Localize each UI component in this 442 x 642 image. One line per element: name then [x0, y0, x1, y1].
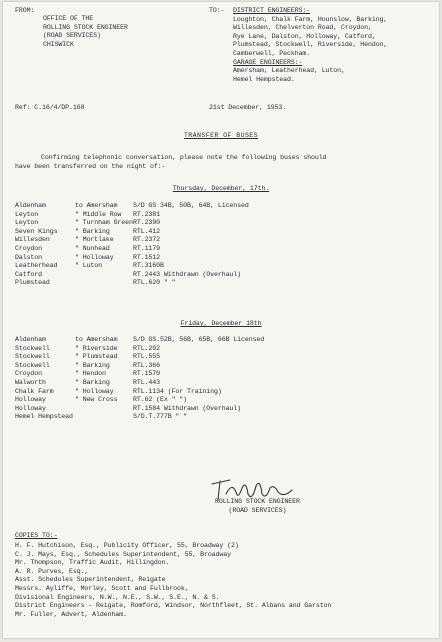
copy-recipient: District Engineers - Reigate, Romford, Windsor, Northfleet, St. Albans and Garston: [15, 602, 332, 610]
table-row: [15, 405, 435, 414]
bus-details: RTL.443: [133, 378, 160, 386]
from-depot: Aldenham: [15, 336, 46, 343]
from-line: (ROAD SERVICES): [43, 32, 101, 40]
to-depot: " New Cross: [75, 396, 118, 404]
copy-recipient: Mr. Thompson, Traffic Audit, Hillingdon.: [15, 559, 170, 567]
garage-engineers-heading: GARAGE ENGINEERS:-: [233, 58, 303, 66]
copy-recipient: Messrs. Ayliffe, Morley, Scott and Fullbrook,: [15, 584, 189, 592]
to-depot: " Barking: [75, 378, 110, 386]
table-row: [15, 353, 435, 362]
district-line: Willesden, Chelverton Road, Croydon,: [233, 24, 372, 32]
signatory-line: ROLLING STOCK ENGINEER: [215, 498, 300, 505]
table-row: [15, 413, 435, 422]
from-depot: Plumstead: [15, 279, 50, 287]
garage-line: Amersham, Leatherhead, Luton,: [233, 67, 345, 75]
section-heading-friday: Friday, December 18th: [180, 320, 262, 327]
to-depot: " Turnham Green: [75, 219, 133, 227]
from-depot: Holloway: [15, 396, 46, 404]
from-depot: Dalston: [15, 253, 42, 261]
table-row: [15, 370, 435, 379]
bus-details: S/D GS 34B, 50B, 64B, Licensed: [133, 202, 249, 209]
to-depot: " Plumstead: [75, 353, 118, 361]
bus-details: S/D GS.52B, 56B, 65B, 66B Licensed: [133, 336, 265, 343]
from-depot: Croydon: [15, 370, 42, 378]
reference: Ref: C.16/4/DP.168: [15, 104, 85, 111]
to-depot: " Barking: [75, 361, 110, 369]
intro-line: Confirming telephonic conversation, please note the following buses should: [41, 154, 327, 161]
table-row: [15, 336, 435, 345]
memo-page: [3, 2, 439, 638]
table-row: [15, 345, 435, 354]
bus-details: RT.2443 Withdrawn (Overhaul): [133, 270, 241, 278]
bus-details: RT.2390: [133, 219, 160, 227]
section-heading-thursday: Thursday, December, 17th.: [172, 185, 270, 192]
copy-recipient: Mr. Fuller, Advert, Aldenham.: [15, 610, 127, 618]
to-depot: " Mortlake: [75, 236, 114, 244]
district-engineers-heading: DISTRICT ENGINEERS:-: [233, 7, 311, 14]
from-depot: Catford: [15, 270, 42, 278]
table-row: [15, 379, 435, 388]
from-line: OFFICE OF THE: [43, 15, 94, 22]
bus-details: RT.3160B: [133, 262, 164, 270]
bus-details: RTL.366: [133, 361, 160, 369]
table-row: [15, 228, 435, 237]
to-lines: [233, 7, 387, 84]
copies-heading: COPIES TO:-: [15, 532, 58, 539]
from-depot: Leatherhead: [15, 262, 58, 270]
copy-recipient: Divisional Engineers, N.W., N.E., S.W., S.E., N. & S.: [15, 593, 220, 601]
from-depot: Stockwell: [15, 344, 50, 352]
intro-text-2: [15, 163, 165, 172]
to-depot: " Luton: [75, 262, 102, 270]
from-depot: Chalk Farm: [15, 387, 54, 395]
transfer-table-thursday: [15, 202, 435, 288]
bus-details: RTL.620 " ": [133, 279, 176, 287]
bus-details: RT.62 (Ex " "): [133, 396, 187, 404]
table-row: [15, 211, 435, 220]
copy-recipient: H. F. Hutchison, Esq., Publicity Officer, 55, Broadway (2): [15, 542, 239, 549]
district-line: Rye Lane, Dalston, Holloway, Catford,: [233, 32, 376, 40]
transfer-table-friday: [15, 336, 435, 422]
intro-text: [41, 154, 326, 163]
to-depot: " Holloway: [75, 253, 114, 261]
from-depot: Croydon: [15, 244, 42, 252]
from-depot: Seven Kings: [15, 227, 58, 235]
table-row: [15, 362, 435, 371]
from-depot: Leyton: [15, 219, 39, 227]
district-line: Camberwell, Peckham.: [233, 49, 311, 57]
bus-details: RT.1179: [133, 244, 160, 252]
to-depot: " Barking: [75, 227, 110, 235]
bus-details: RT.1584 Withdrawn (Overhaul): [133, 404, 241, 412]
to-depot: " Middle Row: [75, 210, 122, 218]
garage-line: Hemel Hempstead.: [233, 75, 295, 83]
bus-details: RTL.1134 (For Training): [133, 387, 222, 395]
bus-details: RTL.412: [133, 227, 160, 235]
to-depot: " Riverside: [75, 344, 118, 352]
table-row: [15, 279, 435, 288]
to-depot: to Amersham: [75, 202, 118, 209]
bus-details: RT.2372: [133, 236, 160, 244]
table-row: [15, 202, 435, 211]
bus-details: RTL.555: [133, 353, 160, 361]
from-depot: Hemel Hempstead: [15, 413, 73, 421]
from-depot: Walworth: [15, 378, 46, 386]
signatory-block: [215, 498, 300, 515]
from-depot: Leyton: [15, 210, 39, 218]
from-depot: Holloway: [15, 404, 46, 412]
to-depot: " Nunhead: [75, 244, 110, 252]
memo-date: 21st December, 1953.: [209, 104, 287, 111]
copy-recipient: Asst. Schedules Superintendent, Reigate: [15, 576, 166, 584]
table-row: [15, 236, 435, 245]
to-depot: " Holloway: [75, 387, 114, 395]
to-depot: " Hendon: [75, 370, 106, 378]
table-row: [15, 396, 435, 405]
signatory-line: (ROAD SERVICES): [228, 506, 287, 514]
table-row: [15, 262, 435, 271]
to-depot: to Amersham: [75, 336, 118, 343]
table-row: [15, 254, 435, 263]
bus-details: RTL.292: [133, 344, 160, 352]
to-label: TO:-: [209, 7, 225, 14]
copy-recipient: A. R. Purves, Esq.,: [15, 567, 89, 575]
document-title: TRANSFER OF BUSES: [183, 132, 259, 139]
table-row: [15, 271, 435, 280]
from-depot: Willesden: [15, 236, 50, 244]
from-depot: Aldenham: [15, 202, 46, 209]
bus-details: RT.1570: [133, 370, 160, 378]
bus-details: RT.1512: [133, 253, 160, 261]
intro-line: have been transferred on the night of:-: [15, 163, 166, 170]
district-line: Plumstead, Stockwell, Riverside, Hendon,: [233, 41, 388, 49]
from-depot: Stockwell: [15, 361, 50, 369]
bus-details: RT.2381: [133, 210, 160, 218]
from-lines: [43, 15, 128, 49]
from-label: FROM:: [15, 7, 35, 14]
from-line: ROLLING STOCK ENGINEER: [43, 23, 128, 31]
table-row: [15, 388, 435, 397]
from-line: CHISWICK: [43, 40, 74, 48]
copy-recipient: C. J. Mays, Esq., Schedules Superintendent, 55, Broadway: [15, 550, 231, 558]
table-row: [15, 245, 435, 254]
district-line: Loughton, Chalk Farm, Hounslow, Barking,: [233, 15, 388, 23]
from-depot: Stockwell: [15, 353, 50, 361]
table-row: [15, 219, 435, 228]
copies-list: [15, 542, 331, 619]
bus-details: S/D.T.777B " ": [133, 413, 187, 421]
